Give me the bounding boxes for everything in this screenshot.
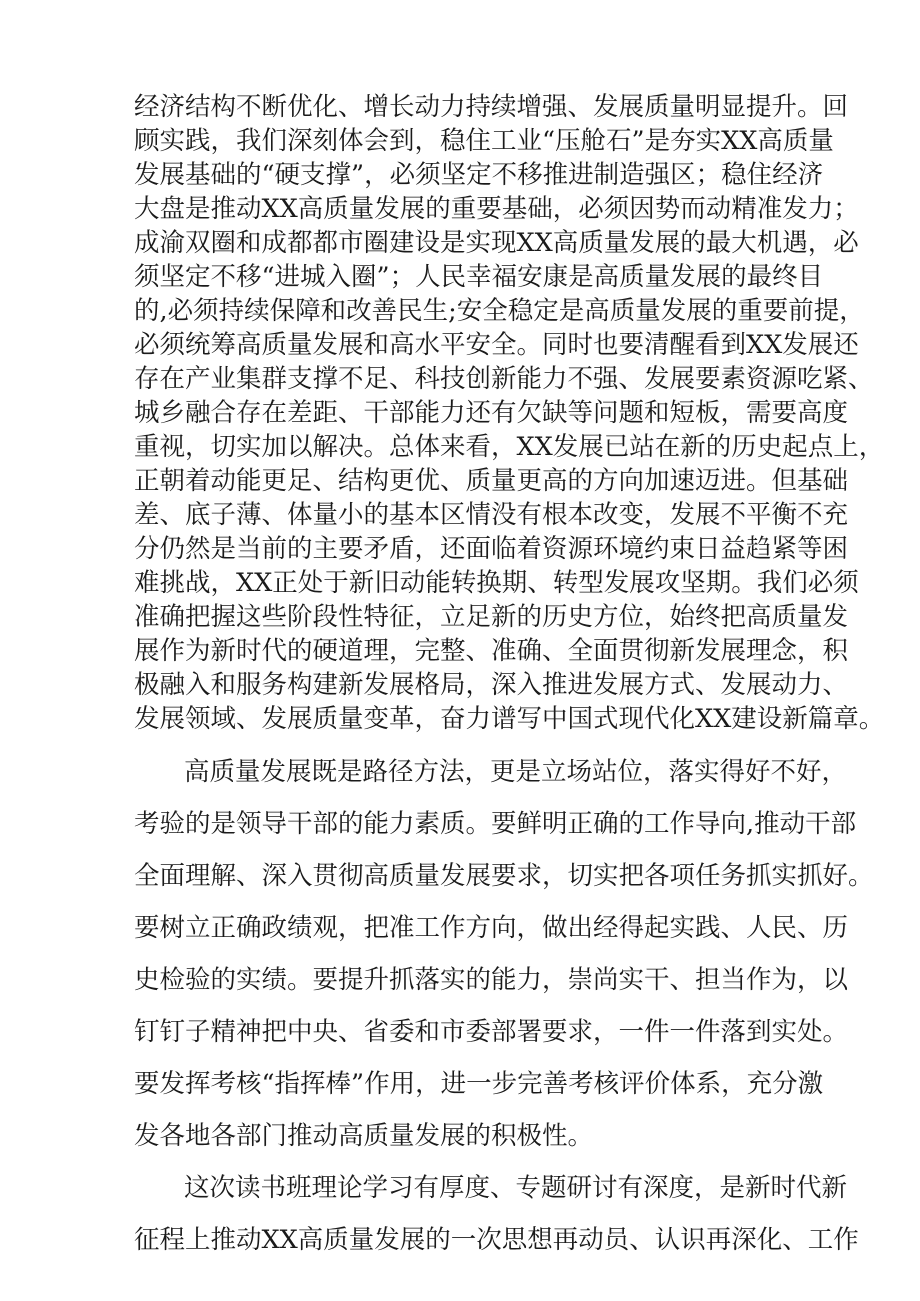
text-line: 钉钉子精神把中央、省委和市委部署要求，一件一件落到实处。 — [134, 1017, 849, 1047]
text-line: 史检验的实绩。要提升抓落实的能力，崇尚实干、担当作为，以 — [134, 965, 849, 995]
text-line: 准确把握这些阶段性特征，立足新的历史方位，始终把高质量发 — [134, 602, 849, 632]
text-line: 大盘是推动XX高质量发展的重要基础，必须因势而动精准发力； — [134, 194, 859, 224]
text-line: 重视，切实加以解决。总体来看，XX发展已站在新的历史起点上， — [134, 432, 885, 462]
text-line: 这次读书班理论学习有厚度、专题研讨有深度，是新时代新 — [184, 1173, 848, 1203]
text-line: 正朝着动能更足、结构更优、质量更高的方向加速迈进。但基础 — [134, 466, 849, 496]
text-line: 发各地各部门推动高质量发展的积极性。 — [134, 1121, 594, 1151]
text-line: 要发挥考核“指挥棒”作用，进一步完善考核评价体系，充分激 — [134, 1069, 824, 1099]
text-line: 发展领域、发展质量变革，奋力谱写中国式现代化XX建设新篇章。 — [134, 704, 885, 734]
text-line: 发展基础的“硬支撑”，必须坚定不移推进制造强区；稳住经济 — [134, 160, 824, 190]
text-line: 经济结构不断优化、增长动力持续增强、发展质量明显提升。回 — [134, 92, 849, 122]
text-line: 成渝双圈和成都都市圈建设是实现XX高质量发展的最大机遇，必 — [134, 228, 859, 258]
text-line: 极融入和服务构建新发展格局，深入推进发展方式、发展动力、 — [134, 670, 849, 700]
text-line: 全面理解、深入贯彻高质量发展要求，切实把各项任务抓实抓好。 — [134, 861, 874, 891]
text-line: 必须统筹高质量发展和高水平安全。同时也要清醒看到XX发展还 — [134, 330, 859, 360]
text-line: 须坚定不移“进城入圈”；人民幸福安康是高质量发展的最终目 — [134, 262, 824, 292]
text-line: 难挑战，XX正处于新旧动能转换期、转型发展攻坚期。我们必须 — [134, 568, 859, 598]
text-line: 考验的是领导干部的能力素质。要鲜明正确的工作导向,推动干部 — [134, 809, 857, 839]
text-line: 差、底子薄、体量小的基本区情没有根本改变，发展不平衡不充 — [134, 500, 849, 530]
text-line: 城乡融合存在差距、干部能力还有欠缺等问题和短板，需要高度 — [134, 398, 849, 428]
text-line: 征程上推动XX高质量发展的一次思想再动员、认识再深化、工作 — [134, 1225, 859, 1255]
text-line: 分仍然是当前的主要矛盾，还面临着资源环境约束日益趋紧等困 — [134, 534, 849, 564]
text-line: 展作为新时代的硬道理，完整、准确、全面贯彻新发展理念，积 — [134, 636, 849, 666]
text-line: 的,必须持续保障和改善民生;安全稳定是高质量发展的重要前提， — [134, 296, 865, 326]
text-line: 顾实践，我们深刻体会到，稳住工业“压舱石”是夯实XX高质量 — [134, 126, 834, 156]
text-line: 高质量发展既是路径方法，更是立场站位，落实得好不好， — [184, 757, 848, 787]
text-line: 要树立正确政绩观，把准工作方向，做出经得起实践、人民、历 — [134, 913, 849, 943]
text-line: 存在产业集群支撑不足、科技创新能力不强、发展要素资源吃紧、 — [134, 364, 874, 394]
